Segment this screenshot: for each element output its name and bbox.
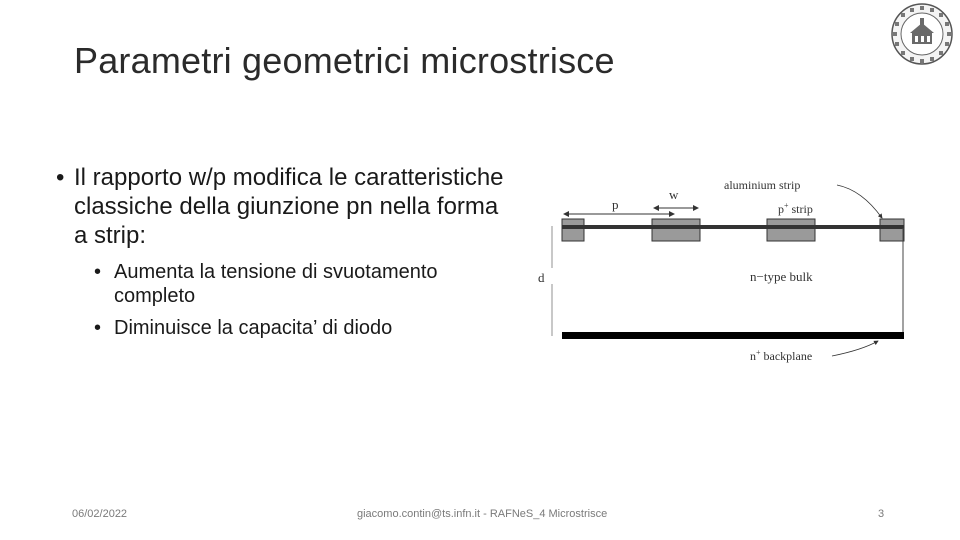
sub-bullet-dot: • [94,261,102,283]
footer-date: 06/02/2022 [72,508,128,520]
bullet-item [56,163,516,250]
bullet-text: Il rapporto w/p modifica le caratteristiche classiche della giunzione pn nella forma a strip: [74,164,504,249]
sub-bullet-text: Aumenta la tensione di svuotamento completo [114,261,438,307]
implant-layer [562,225,904,229]
label-bulk: n−type bulk [750,269,813,284]
university-seal-logo [890,2,954,66]
strip-box [562,219,584,241]
bullet-dot: • [56,164,65,191]
label-p-strip: p+ strip [778,201,813,216]
label-p: p [612,197,619,212]
strip-box [652,219,700,241]
sub-bullet-dot: • [94,317,102,339]
label-backplane: n+ backplane [750,348,813,363]
slide-title: Parametri geometrici microstrisce [74,40,615,81]
strip-box [767,219,815,241]
sub-bullet-text: Diminuisce la capacita’ di diodo [114,317,393,339]
label-w: w [669,187,679,202]
sub-bullet-item [94,316,516,340]
microstrip-diagram [532,170,912,370]
strip-box [880,219,904,241]
bullet-list [56,163,516,340]
sub-bullet-item [94,260,516,308]
footer-center: giacomo.contin@ts.infn.it - RAFNeS_4 Microstrisce [357,508,608,520]
strip-boxes [562,219,904,241]
label-aluminium-strip: aluminium strip [724,178,801,192]
slide-number: 3 [878,508,885,520]
backplane-layer [562,332,904,339]
label-d: d [538,270,545,285]
